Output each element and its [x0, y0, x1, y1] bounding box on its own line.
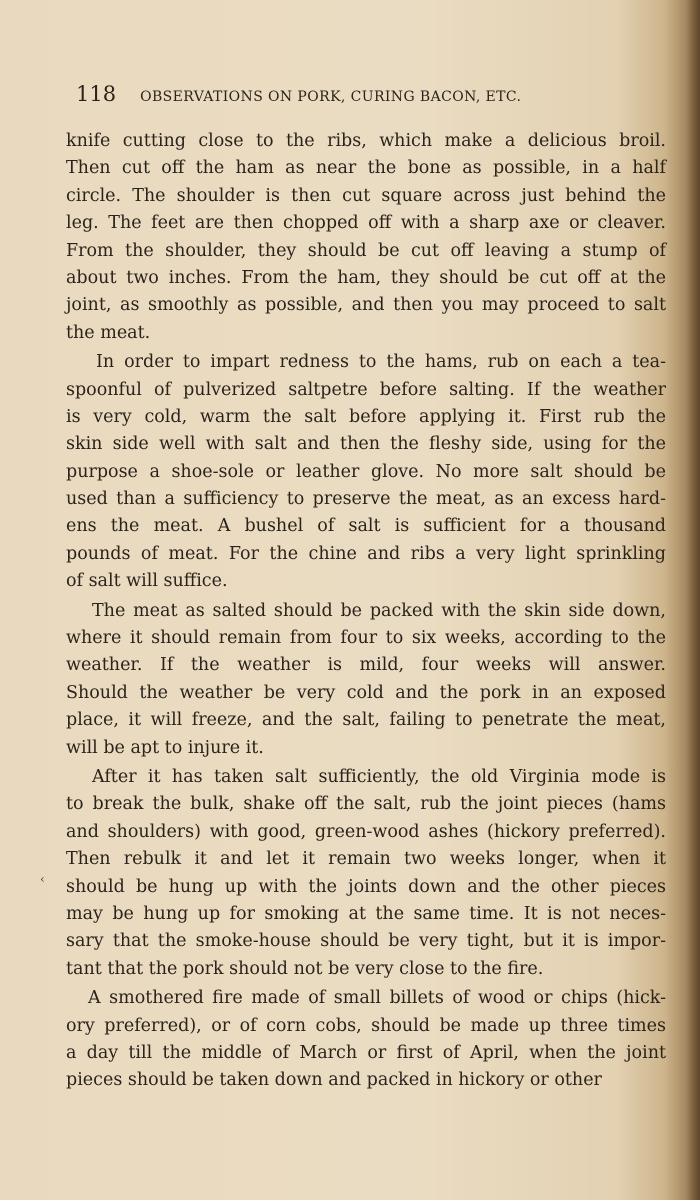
text-line: The meat as salted should be packed with the skin side down, — [92, 600, 666, 621]
text-line: pieces should be taken down and packed in hickory or other — [66, 1070, 602, 1091]
text-line: ens the meat. A bushel of salt is sufficient for a thousand — [66, 516, 666, 537]
text-line: to break the bulk, shake off the salt, rub the joint pieces (hams — [66, 794, 666, 815]
body-text — [66, 128, 666, 1095]
text-line: purpose a shoe-sole or leather glove. No more salt should be — [66, 461, 666, 482]
text-line: leg. The feet are then chopped off with a sharp axe or cleaver. — [66, 213, 666, 234]
text-line: A smothered fire made of small billets of wood or chips (hick- — [88, 988, 666, 1009]
running-head: OBSERVATIONS ON PORK, CURING BACON, ETC. — [140, 89, 522, 105]
text-line: and shoulders) with good, green-wood ashes (hickory preferred). — [66, 821, 666, 842]
text-line: Should the weather be very cold and the pork in an exposed — [66, 682, 666, 703]
text-line: circle. The shoulder is then cut square across just behind the — [66, 185, 666, 206]
text-line: will be apt to injure it. — [66, 737, 264, 758]
text-line: After it has taken salt sufficiently, the old Virginia mode is — [92, 766, 666, 787]
paragraph — [66, 764, 666, 983]
text-line: In order to impart redness to the hams, rub on each a tea- — [96, 352, 666, 373]
text-line: place, it will freeze, and the salt, failing to penetrate the meat, — [66, 710, 666, 731]
text-line: used than a sufficiency to preserve the meat, as an excess hard- — [66, 489, 666, 510]
text-line: weather. If the weather is mild, four weeks will answer. — [66, 655, 666, 676]
text-line: pounds of meat. For the chine and ribs a very light sprinkling — [66, 543, 666, 564]
text-line: Then cut off the ham as near the bone as possible, in a half — [66, 158, 666, 179]
paragraph — [66, 598, 666, 762]
paragraph — [66, 128, 666, 347]
page-header — [76, 82, 616, 112]
text-line: about two inches. From the ham, they should be cut off at the — [66, 267, 666, 288]
text-line: should be hung up with the joints down and the other pieces — [66, 876, 666, 897]
text-line: Then rebulk it and let it remain two weeks longer, when it — [66, 849, 666, 870]
text-line: is very cold, warm the salt before applying it. First rub the — [66, 406, 666, 427]
paragraph — [66, 349, 666, 596]
text-line: tant that the pork should not be very close to the fire. — [66, 958, 544, 979]
text-line: of salt will suffice. — [66, 571, 228, 592]
text-line: where it should remain from four to six weeks, according to the — [66, 628, 666, 649]
text-line: skin side well with salt and then the fleshy side, using for the — [66, 434, 666, 455]
text-line: spoonful of pulverized saltpetre before salting. If the weather — [66, 379, 666, 400]
margin-mark: ‹ — [40, 872, 45, 886]
text-line: sary that the smoke-house should be very tight, but it is impor- — [66, 931, 666, 952]
text-line: a day till the middle of March or first of April, when the joint — [66, 1042, 666, 1063]
text-line: ory preferred), or of corn cobs, should be made up three times — [66, 1015, 666, 1036]
text-line: the meat. — [66, 322, 151, 343]
page-number: 118 — [76, 82, 117, 106]
text-line: joint, as smoothly as possible, and then you may proceed to salt — [66, 295, 666, 316]
text-line: may be hung up for smoking at the same time. It is not neces- — [66, 903, 666, 924]
page-edge-shadow — [686, 0, 700, 1200]
text-line: knife cutting close to the ribs, which make a delicious broil. — [66, 131, 666, 151]
text-line: From the shoulder, they should be cut off leaving a stump of — [66, 240, 666, 261]
paragraph — [66, 985, 666, 1095]
